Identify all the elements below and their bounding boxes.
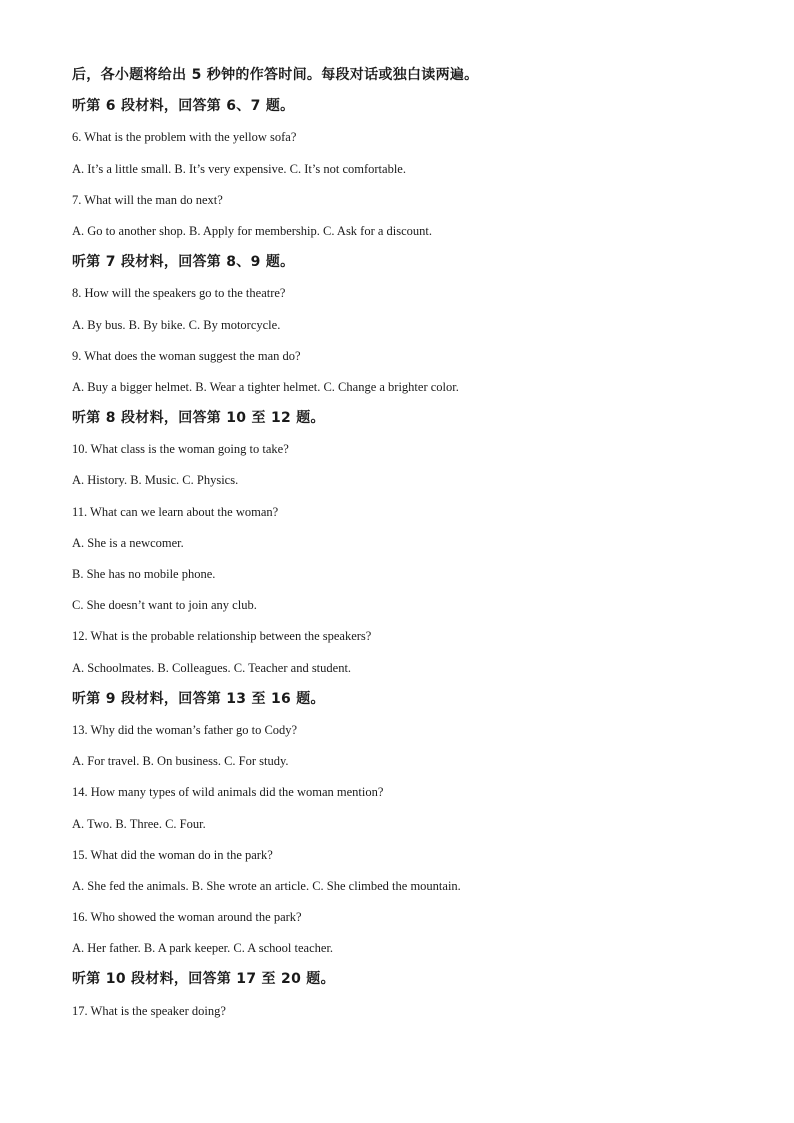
question-13: 13. Why did the woman’s father go to Cody? [72,722,298,737]
options-9: A. Buy a bigger helmet. B. Wear a tighter helmet. C. Change a brighter color. [72,379,459,394]
section-heading: 听第 7 段材料，回答第 8、9 题。 [72,254,295,271]
question-16: 16. Who showed the woman around the park? [72,910,302,925]
question-10: 10. What class is the woman going to take? [72,442,289,457]
question-14: 14. How many types of wild animals did the woman mention? [72,785,384,800]
options-7: A. Go to another shop. B. Apply for membership. C. Ask for a discount. [72,223,433,238]
option-11-b: B. She has no mobile phone. [72,567,216,581]
options-12: A. Schoolmates. B. Colleagues. C. Teacher and student. [72,660,352,675]
option-11-c: C. She doesn’t want to join any club. [72,598,257,613]
question-8: 8. How will the speakers go to the theatre? [72,286,286,301]
document-page [72,64,752,1031]
options-16: A. Her father. B. A park keeper. C. A school teacher. [72,941,334,956]
option-11-a: A. She is a newcomer. [72,535,184,550]
section-heading: 听第 8 段材料，回答第 10 至 12 题。 [72,410,325,427]
question-7: 7. What will the man do next? [72,192,223,207]
options-14: A. Two. B. Three. C. Four. [72,816,206,831]
question-15: 15. What did the woman do in the park? [72,847,273,862]
section-heading: 听第 6 段材料，回答第 6、7 题。 [72,98,295,115]
section-instruction: 后，各小题将给出 5 秒钟的作答时间。每段对话或独白读两遍。 [72,67,479,83]
options-13: A. For travel. B. On business. C. For study. [72,754,289,769]
question-9: 9. What does the woman suggest the man do? [72,348,301,363]
question-12: 12. What is the probable relationship between the speakers? [72,629,372,644]
options-8: A. By bus. B. By bike. C. By motorcycle. [72,317,281,332]
section-heading: 听第 10 段材料，回答第 17 至 20 题。 [72,971,335,988]
options-10: A. History. B. Music. C. Physics. [72,473,239,488]
question-6: 6. What is the problem with the yellow sofa? [72,130,297,145]
options-15: A. She fed the animals. B. She wrote an article. C. She climbed the mountain. [72,878,461,893]
question-17: 17. What is the speaker doing? [72,1003,226,1018]
options-6: A. It’s a little small. B. It’s very expensive. C. It’s not comfortable. [72,161,406,176]
question-11: 11. What can we learn about the woman? [72,504,279,519]
section-heading: 听第 9 段材料，回答第 13 至 16 题。 [72,690,325,707]
